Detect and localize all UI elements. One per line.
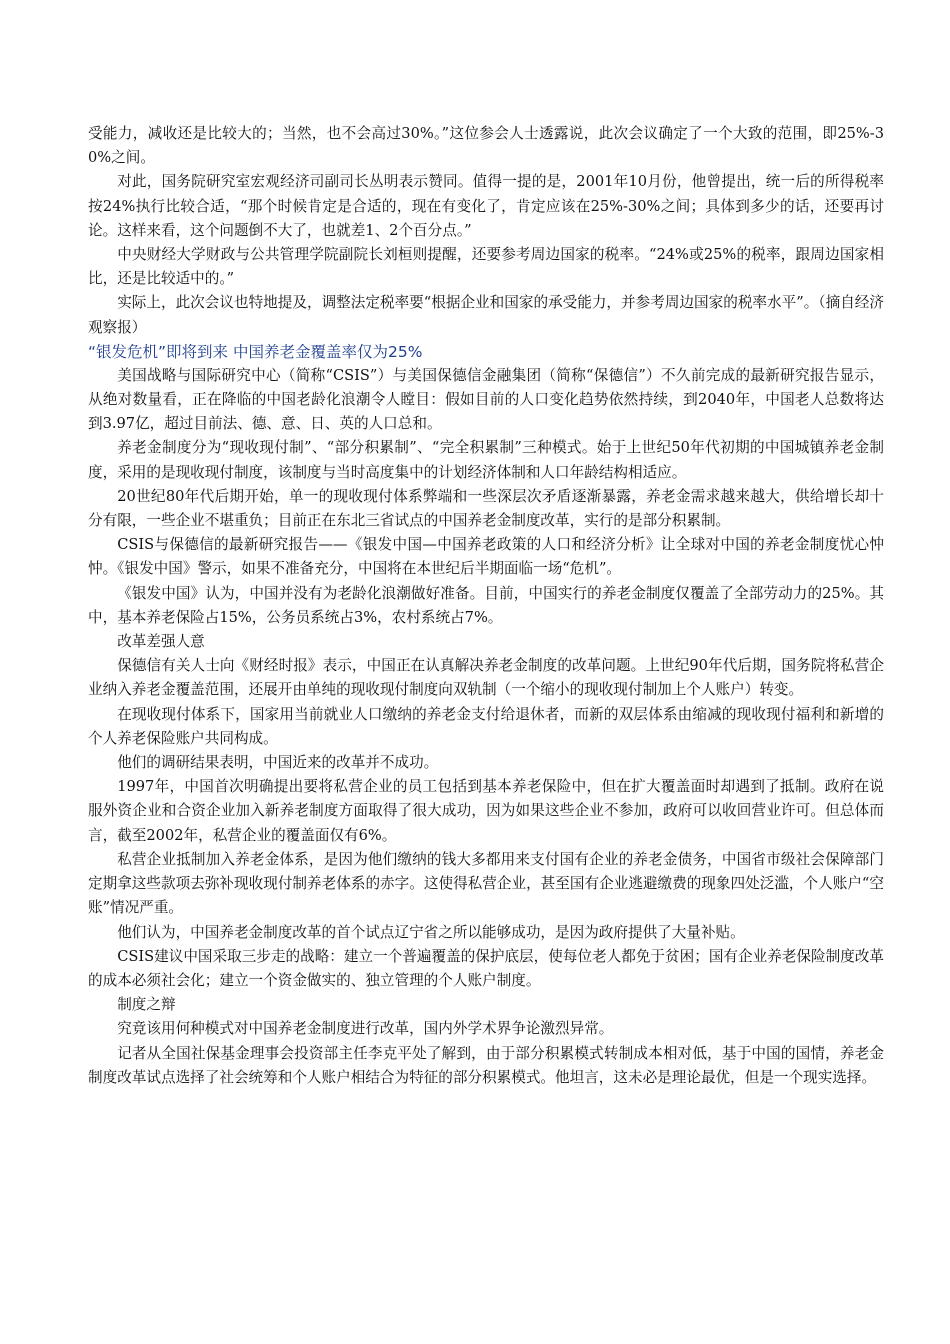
paragraph: 中央财经大学财政与公共管理学院副院长刘桓则提醒，还要参考周边国家的税率。“24%或25%的税率，跟周边国家相比，还是比较适中的。”	[88, 246, 884, 288]
paragraph: 20世纪80年代后期开始，单一的现收现付体系弊端和一些深层次矛盾逐渐暴露，养老金需求越来越大，供给增长却十分有限，一些企业不堪重负；目前正在东北三省试点的中国养老金制度改革，实行的是部分积累制。	[88, 487, 884, 530]
paragraph: 对此，国务院研究室宏观经济司副司长丛明表示赞同。值得一提的是，2001年10月份，他曾提出，统一后的所得税率按24%执行比较合适，“那个时候肯定是合适的，现在有变化了，肯定应该在25%-30%之间；具体到多少的话，还要再讨论。这样来看，这个问题倒不大了，也就差1、2个百分点。”	[88, 173, 884, 239]
paragraph: 记者从全国社保基金理事会投资部主任李克平处了解到，由于部分积累模式转制成本相对低，基于中国的国情，养老金制度改革试点选择了社会统筹和个人账户相结合为特征的部分积累模式。他坦言，这未必是理论最优，但是一个现实选择。	[88, 1044, 884, 1086]
paragraph: 1997年，中国首次明确提出要将私营企业的员工包括到基本养老保险中，但在扩大覆盖面时却遇到了抵制。政府在说服外资企业和合资企业加入新养老制度方面取得了很大成功，因为如果这些企业不参加，政府可以收回营业许可。但总体而言，截至2002年，私营企业的覆盖面仅有6%。	[88, 778, 884, 844]
article-title: “银发危机”即将到来 中国养老金覆盖率仅为25%	[88, 342, 423, 361]
paragraph: 究竟该用何种模式对中国养老金制度进行改革，国内外学术界争论激烈异常。	[117, 1020, 614, 1038]
paragraph: CSIS与保德信的最新研究报告——《银发中国—中国养老政策的人口和经济分析》让全球对中国的养老金制度忧心忡忡。《银发中国》警示，如果不准备充分，中国将在本世纪后半期面临一场“危机”。	[88, 536, 884, 578]
section-title: 改革差强人意	[117, 633, 205, 651]
paragraph: 美国战略与国际研究中心（简称“CSIS”）与美国保德信金融集团（简称“保德信”）不久前完成的最新研究报告显示，从绝对数量看，正在降临的中国老龄化浪潮令人瞠目：假如目前的人口变化趋势依然持续，到2040年，中国老人总数将达到3.97亿，超过目前法、德、意、日、英的人口总和。	[88, 366, 884, 433]
paragraph: 受能力，减收还是比较大的；当然，也不会高过30%。”这位参会人士透露说，此次会议确定了一个大致的范围，即25%-30%之间。	[88, 125, 884, 167]
section-title: 制度之辩	[117, 996, 176, 1014]
paragraph: 他们认为，中国养老金制度改革的首个试点辽宁省之所以能够成功，是因为政府提供了大量补贴。	[117, 923, 745, 941]
paragraph: 养老金制度分为“现收现付制”、“部分积累制”、“完全积累制”三种模式。始于上世纪50年代初期的中国城镇养老金制度，采用的是现收现付制度，该制度与当时高度集中的计划经济体制和人口年龄结构相适应。	[88, 439, 884, 481]
paragraph: 他们的调研结果表明，中国近来的改革并不成功。	[117, 754, 439, 772]
paragraph: 在现收现付体系下，国家用当前就业人口缴纳的养老金支付给退休者，而新的双层体系由缩减的现收现付福利和新增的个人养老保险账户共同构成。	[88, 705, 884, 747]
paragraph: 保德信有关人士向《财经时报》表示，中国正在认真解决养老金制度的改革问题。上世纪90年代后期，国务院将私营企业纳入养老金覆盖范围，还展开由单纯的现收现付制度向双轨制（一个缩小的现收现付制加上个人账户）转变。	[88, 657, 884, 699]
paragraph: 《银发中国》认为，中国并没有为老龄化浪潮做好准备。目前，中国实行的养老金制度仅覆盖了全部劳动力的25%。其中，基本养老保险占15%，公务员系统占3%，农村系统占7%。	[88, 584, 884, 626]
paragraph: 实际上，此次会议也特地提及，调整法定税率要“根据企业和国家的承受能力，并参考周边国家的税率水平”。（摘自经济观察报）	[88, 294, 884, 336]
paragraph: CSIS建议中国采取三步走的战略：建立一个普遍覆盖的保护底层，使每位老人都免于贫困；国有企业养老保险制度改革的成本必须社会化；建立一个资金做实的、独立管理的个人账户制度。	[88, 947, 884, 989]
paragraph: 私营企业抵制加入养老金体系，是因为他们缴纳的钱大多都用来支付国有企业的养老金债务，中国省市级社会保障部门定期拿这些款项去弥补现收现付制养老体系的赤字。这使得私营企业，甚至国有企业逃避缴费的现象四处泛滥，个人账户“空账”情况严重。	[88, 850, 884, 917]
